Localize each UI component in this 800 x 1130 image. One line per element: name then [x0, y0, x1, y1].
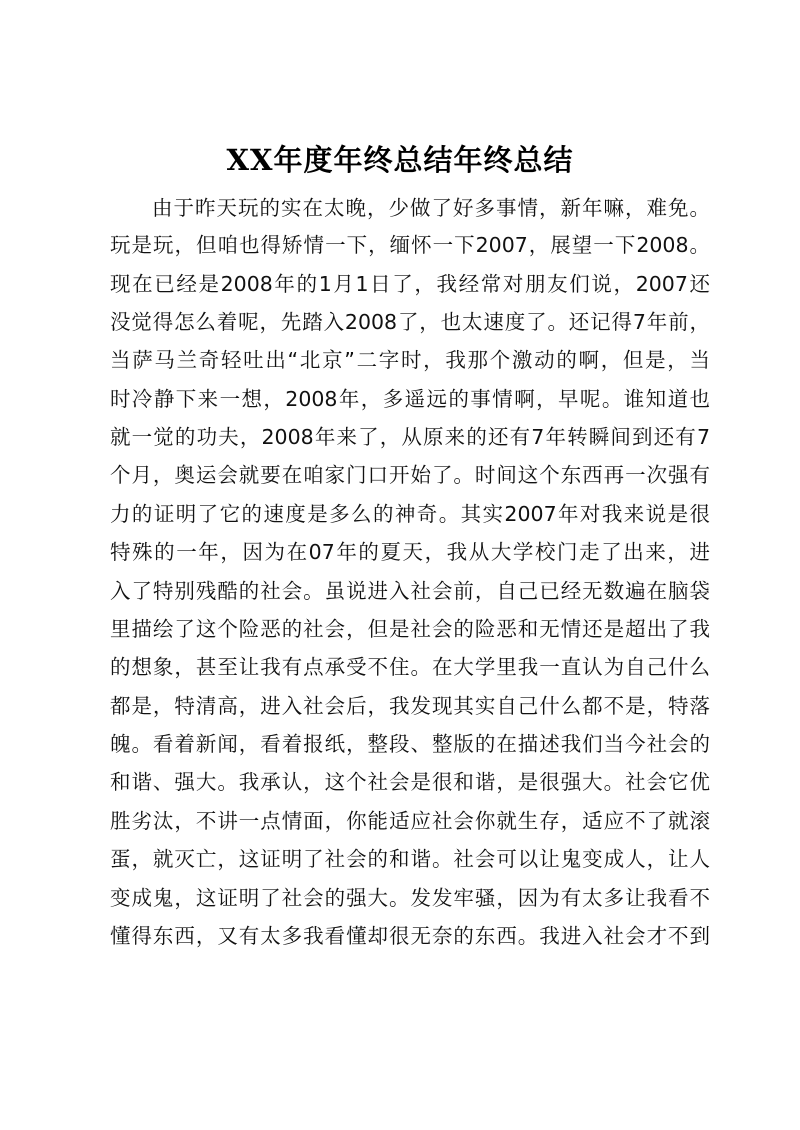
paragraph-line: 都是，特清高，进入社会后，我发现其实自己什么都不是，特落	[110, 694, 710, 718]
paragraph-line: 胜劣汰，不讲一点情面，你能适应社会你就生存，适应不了就滚	[110, 809, 710, 833]
paragraph-line: 玩是玩，但咱也得矫情一下，缅怀一下2007，展望一下2008。	[110, 233, 710, 257]
paragraph-line: 个月，奥运会就要在咱家门口开始了。时间这个东西再一次强有	[110, 463, 710, 487]
paragraph-line: 当萨马兰奇轻吐出“北京”二字时，我那个激动的啊，但是，当	[110, 348, 710, 372]
paragraph-line: 和谐、强大。我承认，这个社会是很和谐，是很强大。社会它优	[110, 770, 710, 794]
paragraph-line: 蛋，就灭亡，这证明了社会的和谐。社会可以让鬼变成人，让人	[110, 847, 710, 871]
paragraph-line: 里描绘了这个险恶的社会，但是社会的险恶和无情还是超出了我	[110, 617, 710, 641]
document-title: XX年度年终总结年终总结	[226, 143, 574, 177]
paragraph-line: 特殊的一年，因为在07年的夏天，我从大学校门走了出来，进	[110, 540, 710, 564]
paragraph-line: 懂得东西，又有太多我看懂却很无奈的东西。我进入社会才不到	[110, 924, 710, 948]
paragraph-line: 由于昨天玩的实在太晚，少做了好多事情，新年嘛，难免。	[152, 196, 710, 220]
paragraph-line: 就一觉的功夫，2008年来了，从原来的还有7年转瞬间到还有7	[110, 425, 710, 449]
paragraph-line: 现在已经是2008年的1月1日了，我经常对朋友们说，2007还	[110, 272, 710, 296]
paragraph-line: 入了特别残酷的社会。虽说进入社会前，自己已经无数遍在脑袋	[110, 579, 710, 603]
paragraph-line: 时冷静下来一想，2008年，多遥远的事情啊，早呢。谁知道也	[110, 387, 710, 411]
paragraph-line: 魄。看着新闻，看着报纸，整段、整版的在描述我们当今社会的	[110, 732, 710, 756]
paragraph-line: 的想象，甚至让我有点承受不住。在大学里我一直认为自己什么	[110, 655, 710, 679]
paragraph-line: 力的证明了它的速度是多么的神奇。其实2007年对我来说是很	[110, 502, 710, 526]
paragraph-line: 没觉得怎么着呢，先踏入2008了，也太速度了。还记得7年前，	[110, 310, 710, 334]
paragraph-line: 变成鬼，这证明了社会的强大。发发牢骚，因为有太多让我看不	[110, 886, 710, 910]
